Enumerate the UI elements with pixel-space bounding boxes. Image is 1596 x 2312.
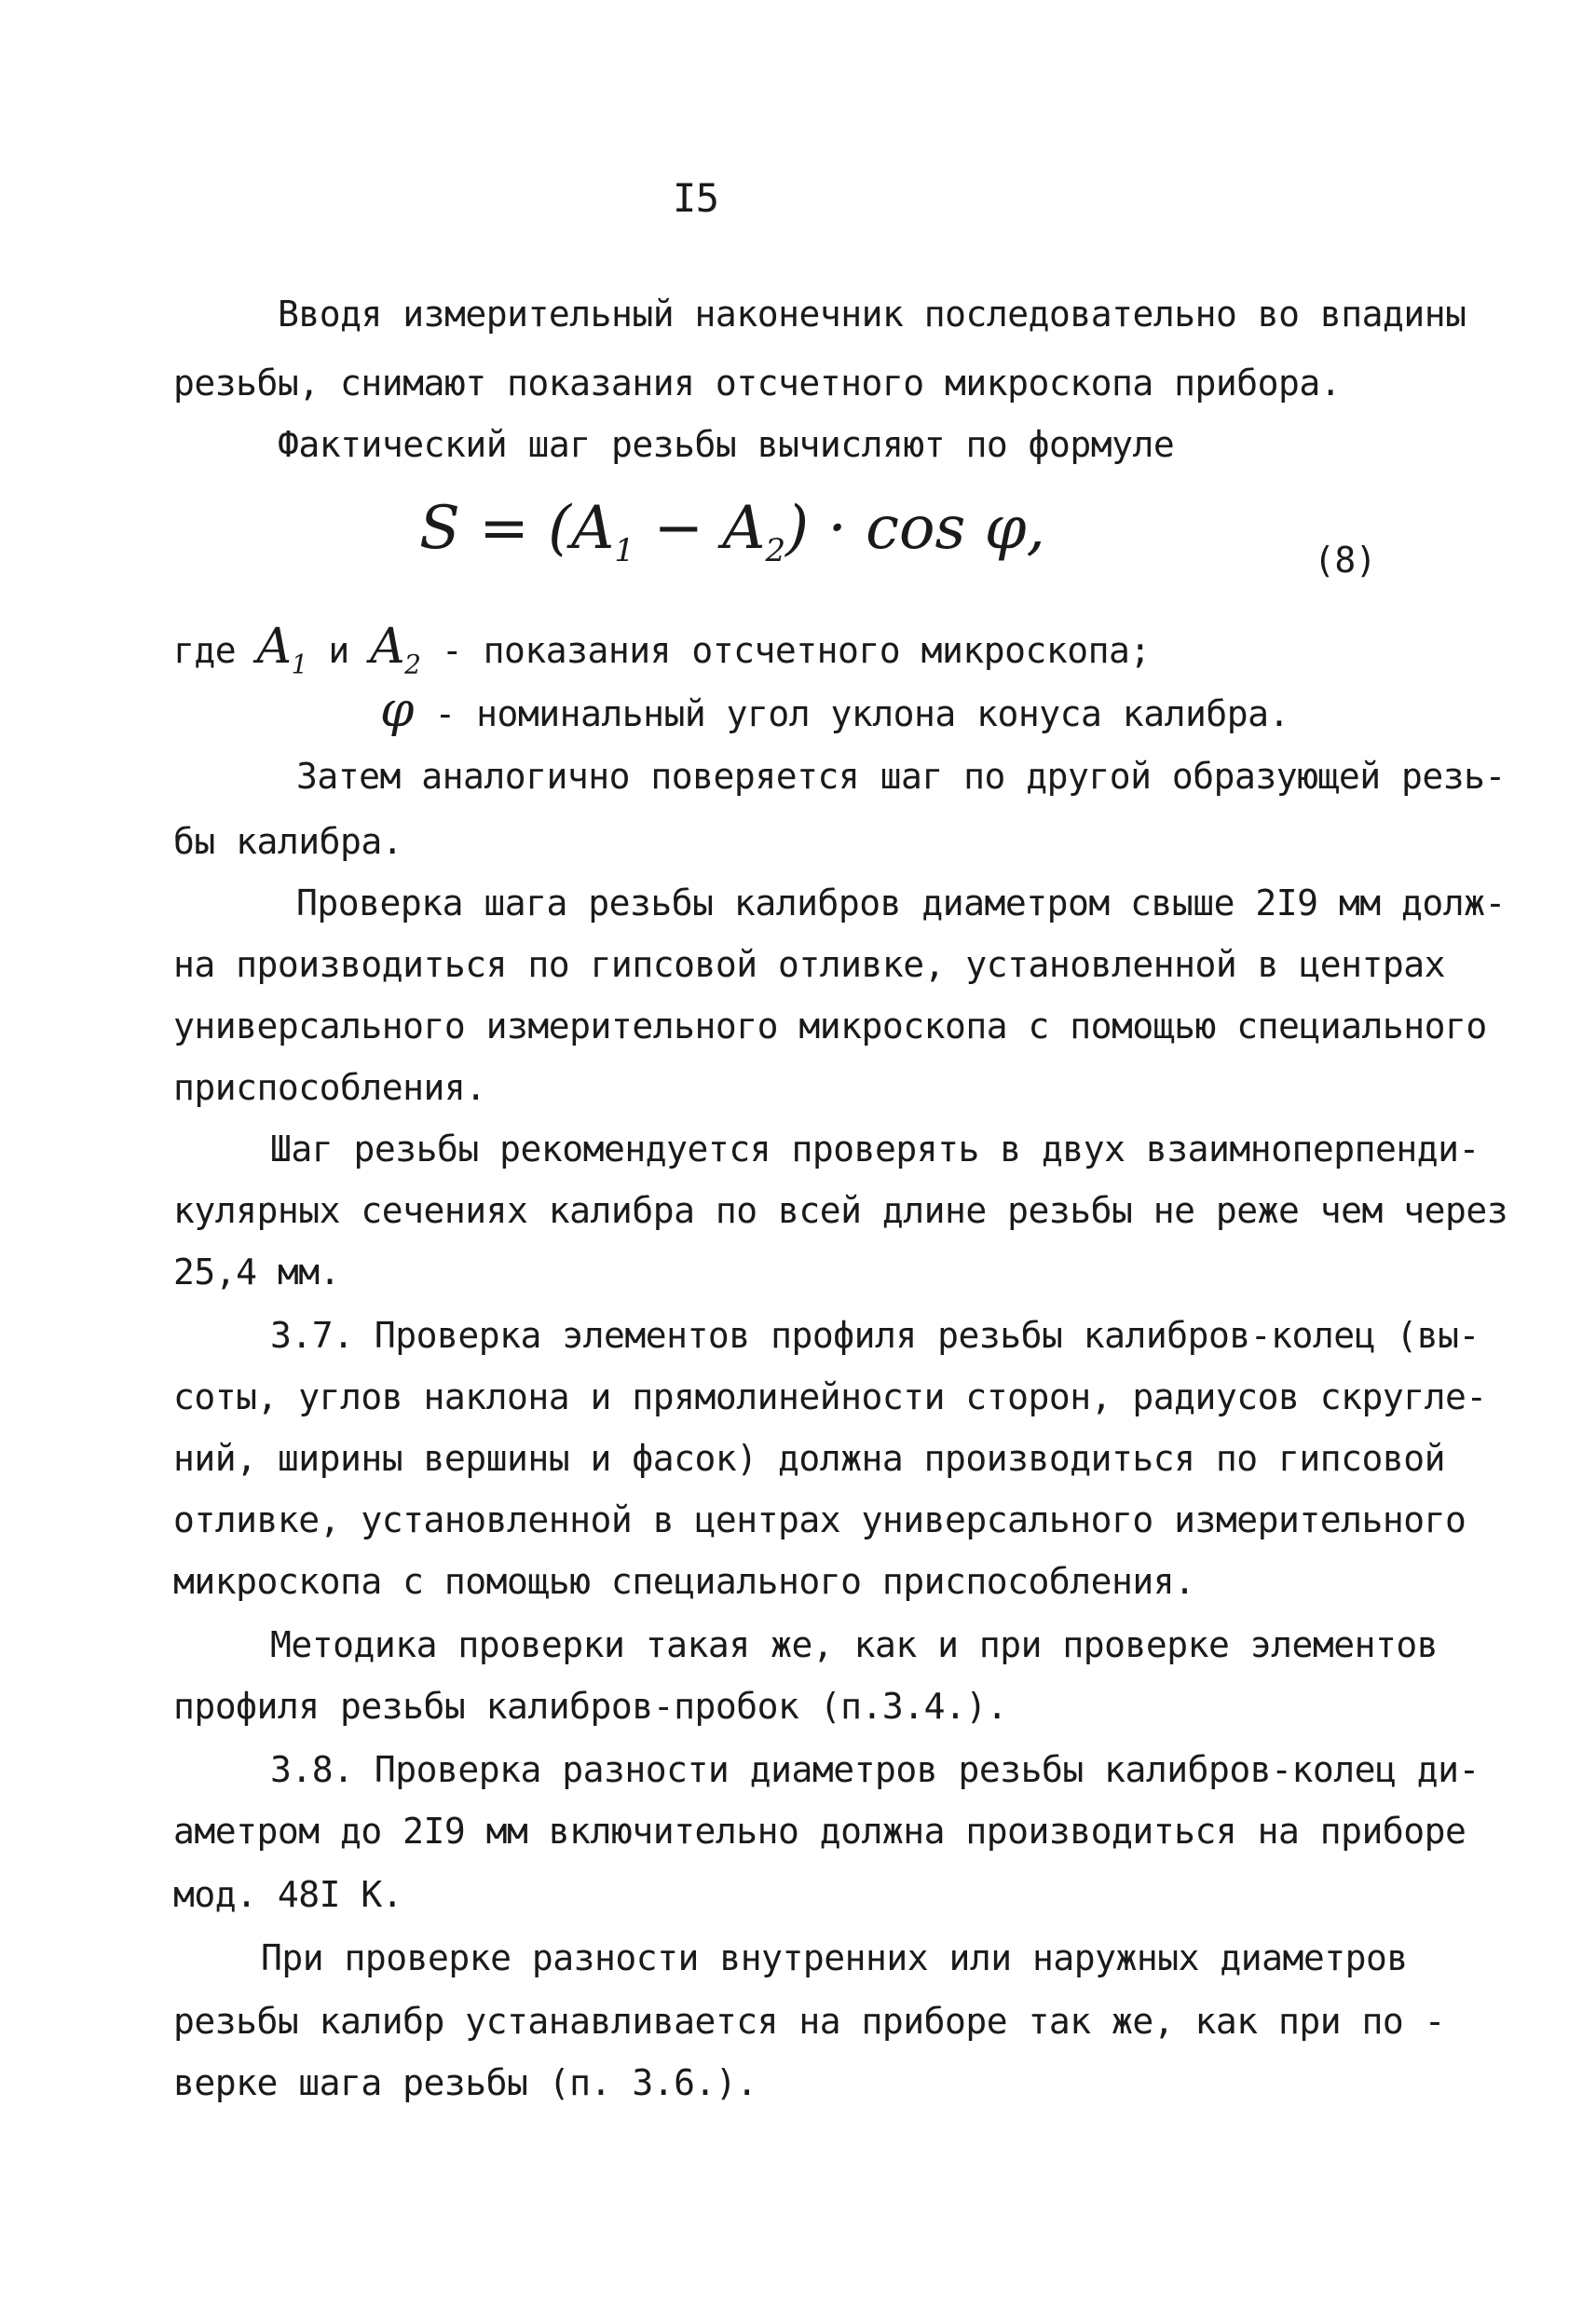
formula xyxy=(419,494,1045,569)
text-line: 25,4 мм. xyxy=(173,1252,341,1293)
phi-description: номинальный угол уклона конуса калибра. xyxy=(476,693,1289,734)
text-line: профиля резьбы калибров-пробок (п.3.4.). xyxy=(173,1686,1008,1727)
text-line: 3.8. Проверка разности диаметров резьбы калибров-колец ди- xyxy=(270,1749,1480,1790)
formula-cos: cos xyxy=(866,494,966,563)
formula-minus: − xyxy=(653,494,703,563)
formula-multiply: · xyxy=(827,494,847,563)
page-number: I5 xyxy=(673,175,719,221)
text-line: резьбы, снимают показания отсчетного микроскопа прибора. xyxy=(173,363,1342,404)
where-and: и xyxy=(328,630,349,671)
text-line: микроскопа с помощью специального приспособления. xyxy=(173,1561,1195,1602)
where-a2: $A_2$ xyxy=(370,619,421,680)
text-line: Методика проверки такая же, как и при проверке элементов xyxy=(270,1624,1439,1665)
formula-a2-subscript: 2 xyxy=(765,531,786,569)
text-line: верке шага резьбы (п. 3.6.). xyxy=(173,2062,757,2103)
formula-close-paren: ) xyxy=(785,494,810,563)
formula-equals: = xyxy=(479,494,529,563)
where-description: - показания отсчетного микроскопа; xyxy=(441,630,1151,671)
text-line: ний, ширины вершины и фасок) должна производиться по гипсовой xyxy=(173,1438,1446,1479)
text-line: Шаг резьбы рекомендуется проверять в двух взаимноперпенди- xyxy=(270,1129,1480,1170)
phi-dash: - xyxy=(434,693,456,734)
text-line: резьбы калибр устанавливается на приборе так же, как при по - xyxy=(173,2001,1446,2042)
text-line: Фактический шаг резьбы вычисляют по формуле xyxy=(278,424,1175,465)
where-line xyxy=(173,619,1151,680)
phi-line xyxy=(380,682,1289,738)
text-line: Затем аналогично поверяется шаг по другой образующей резь- xyxy=(296,756,1506,797)
formula-a1-subscript: 1 xyxy=(614,531,634,569)
formula-a1: A xyxy=(571,494,615,563)
text-line: При проверке разности внутренних или наружных диаметров xyxy=(261,1937,1408,1978)
where-word: где xyxy=(173,630,237,671)
text-line: приспособления. xyxy=(173,1067,486,1108)
formula-comma: , xyxy=(1026,494,1045,563)
text-line: универсального измерительного микроскопа с помощью специального xyxy=(173,1006,1487,1047)
where-a1: $A_1$ xyxy=(256,619,307,680)
text-line: отливке, установленной в центрах универсального измерительного xyxy=(173,1499,1466,1540)
equation-number: (8) xyxy=(1314,540,1377,581)
phi-symbol: φ xyxy=(380,682,414,738)
text-line: соты, углов наклона и прямолинейности сторон, радиусов скругле- xyxy=(173,1376,1487,1417)
formula-open-paren: ( xyxy=(548,494,572,563)
text-line: 3.7. Проверка элементов профиля резьбы калибров-колец (вы- xyxy=(270,1315,1480,1356)
formula-lhs: S xyxy=(419,494,460,563)
text-line: аметром до 2I9 мм включительно должна производиться на приборе xyxy=(173,1811,1466,1852)
text-line: мод. 48I К. xyxy=(173,1874,403,1915)
formula-a2: A xyxy=(722,494,766,563)
formula-phi: φ xyxy=(984,494,1027,563)
text-line: на производиться по гипсовой отливке, установленной в центрах xyxy=(173,944,1446,985)
text-line: Проверка шага резьбы калибров диаметром свыше 2I9 мм долж- xyxy=(296,882,1506,923)
text-line: бы калибра. xyxy=(173,821,403,862)
text-line: Вводя измерительный наконечник последовательно во впадины xyxy=(278,294,1466,335)
text-line: кулярных сечениях калибра по всей длине резьбы не реже чем через xyxy=(173,1190,1508,1231)
